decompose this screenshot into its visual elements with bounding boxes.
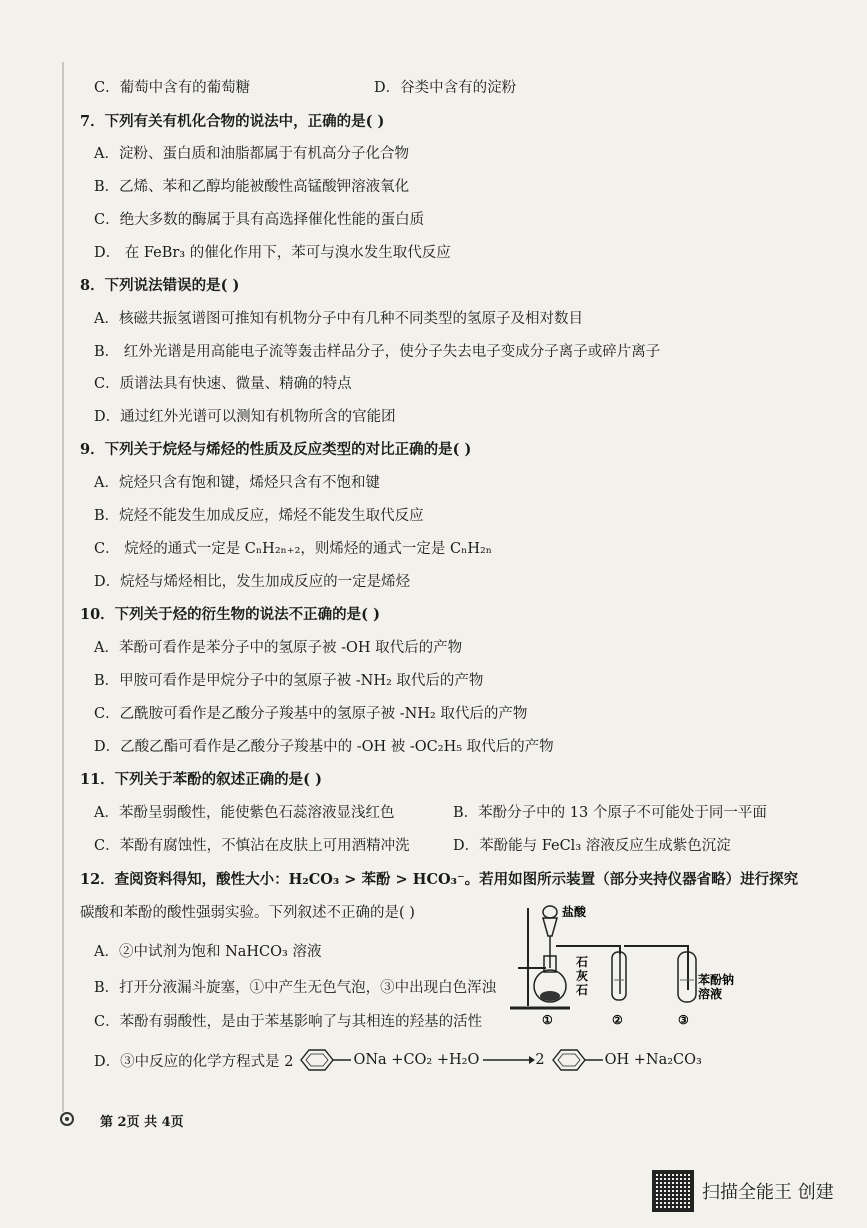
watermark-text: 扫描全能王 创建	[702, 1182, 834, 1203]
q10-option-b: B．甲胺可看作是甲烷分子中的氢原子被 -NH₂ 取代后的产物	[94, 673, 484, 689]
q12-option-c: C．苯酚有弱酸性，是由于苯基影响了与其相连的羟基的活性	[94, 1014, 483, 1030]
label-stone-1: 石	[576, 955, 589, 969]
q10-option-a: A．苯酚可看作是苯分子中的氢原子被 -OH 取代后的产物	[94, 640, 463, 656]
q8-option-c: C．质谱法具有快速、微量、精确的特点	[94, 376, 352, 392]
eqn-suffix: OH +Na₂CO₃	[604, 1052, 702, 1068]
arrow-icon	[479, 1047, 535, 1073]
label-stone-2: 灰	[576, 969, 589, 983]
question-12: 12．查阅资料得知，酸性大小：H₂CO₃ > 苯酚 > HCO₃⁻。若用如图所示装置（部分夹持仪器省略）进行探究	[80, 871, 799, 888]
qr-code-icon	[652, 1170, 694, 1212]
q9-option-d: D．烷烃与烯烃相比，发生加成反应的一定是烯烃	[94, 574, 411, 590]
q11-option-d: D．苯酚能与 FeCl₃ 溶液反应生成紫色沉淀	[453, 838, 731, 854]
scanner-watermark	[652, 1170, 834, 1212]
q8-option-b: B． 红外光谱是用高能电子流等轰击样品分子，使分子失去电子变成分子离子或碎片离子	[94, 344, 661, 360]
q9-option-a: A．烷烃只含有饱和键，烯烃只含有不饱和键	[94, 475, 380, 491]
q11-option-b: B．苯酚分子中的 13 个原子不可能处于同一平面	[453, 805, 767, 821]
label-phenolate-2: 溶液	[698, 987, 723, 1001]
q11-option-c: C．苯酚有腐蚀性，不慎沾在皮肤上可用酒精冲洗	[94, 838, 410, 854]
q8-option-d: D．通过红外光谱可以测知有机物所含的官能团	[94, 409, 396, 425]
eqn-prefix: D．③中反应的化学方程式是 2	[94, 1053, 294, 1070]
q6-option-d: D．谷类中含有的淀粉	[374, 80, 517, 96]
q12-option-a: A．②中试剂为饱和 NaHCO₃ 溶液	[94, 944, 322, 960]
benzene-ring-icon	[293, 1047, 353, 1073]
q9-option-c: C． 烷烃的通式一定是 CₙH₂ₙ₊₂，则烯烃的通式一定是 CₙH₂ₙ	[94, 541, 493, 557]
q7-option-c: C．绝大多数的酶属于具有高选择催化性能的蛋白质	[94, 212, 425, 228]
q10-option-c: C．乙酰胺可看作是乙酸分子羧基中的氢原子被 -NH₂ 取代后的产物	[94, 706, 528, 722]
eqn-coef: 2	[535, 1052, 545, 1068]
question-7: 7．下列有关有机化合物的说法中，正确的是( )	[80, 113, 385, 130]
question-9: 9．下列关于烷烃与烯烃的性质及反应类型的对比正确的是( )	[80, 441, 472, 458]
q7-option-b: B．乙烯、苯和乙醇均能被酸性高锰酸钾溶液氧化	[94, 179, 410, 195]
page-left-border	[62, 62, 64, 1112]
q10-option-d: D．乙酸乙酯可看作是乙酸分子羧基中的 -OH 被 -OC₂H₅ 取代后的产物	[94, 739, 554, 755]
q11-option-a: A．苯酚呈弱酸性，能使紫色石蕊溶液显浅红色	[94, 805, 395, 821]
q6-option-c: C．葡萄中含有的葡萄糖	[94, 80, 251, 96]
q12-option-b: B．打开分液漏斗旋塞，①中产生无色气泡，③中出现白色浑浊	[94, 980, 497, 996]
question-12-cont: 碳酸和苯酚的酸性强弱实验。下列叙述不正确的是( )	[80, 905, 415, 921]
label-n3: ③	[678, 1013, 689, 1027]
question-8: 8．下列说法错误的是( )	[80, 277, 240, 294]
benzene-ring-icon-2	[545, 1047, 605, 1073]
q7-option-d: D． 在 FeBr₃ 的催化作用下，苯可与溴水发生取代反应	[94, 245, 451, 261]
q12-option-d	[94, 1046, 702, 1074]
label-acid: 盐酸	[562, 905, 587, 919]
question-11: 11．下列关于苯酚的叙述正确的是( )	[80, 771, 322, 788]
page-marker-icon	[60, 1112, 74, 1126]
question-10: 10．下列关于烃的衍生物的说法不正确的是( )	[80, 606, 380, 623]
label-phenolate-1: 苯酚钠	[698, 973, 735, 987]
q7-option-a: A．淀粉、蛋白质和油脂都属于有机高分子化合物	[94, 146, 409, 162]
eqn-middle: ONa +CO₂ +H₂O	[353, 1052, 480, 1068]
apparatus-diagram	[500, 898, 740, 1028]
label-n1: ①	[542, 1013, 553, 1027]
page-footer: 第 2页 共 4页	[100, 1115, 184, 1130]
q9-option-b: B．烷烃不能发生加成反应，烯烃不能发生取代反应	[94, 508, 424, 524]
q8-option-a: A．核磁共振氢谱图可推知有机物分子中有几种不同类型的氢原子及相对数目	[94, 311, 583, 327]
label-n2: ②	[612, 1013, 623, 1027]
label-stone-3: 石	[576, 983, 589, 997]
